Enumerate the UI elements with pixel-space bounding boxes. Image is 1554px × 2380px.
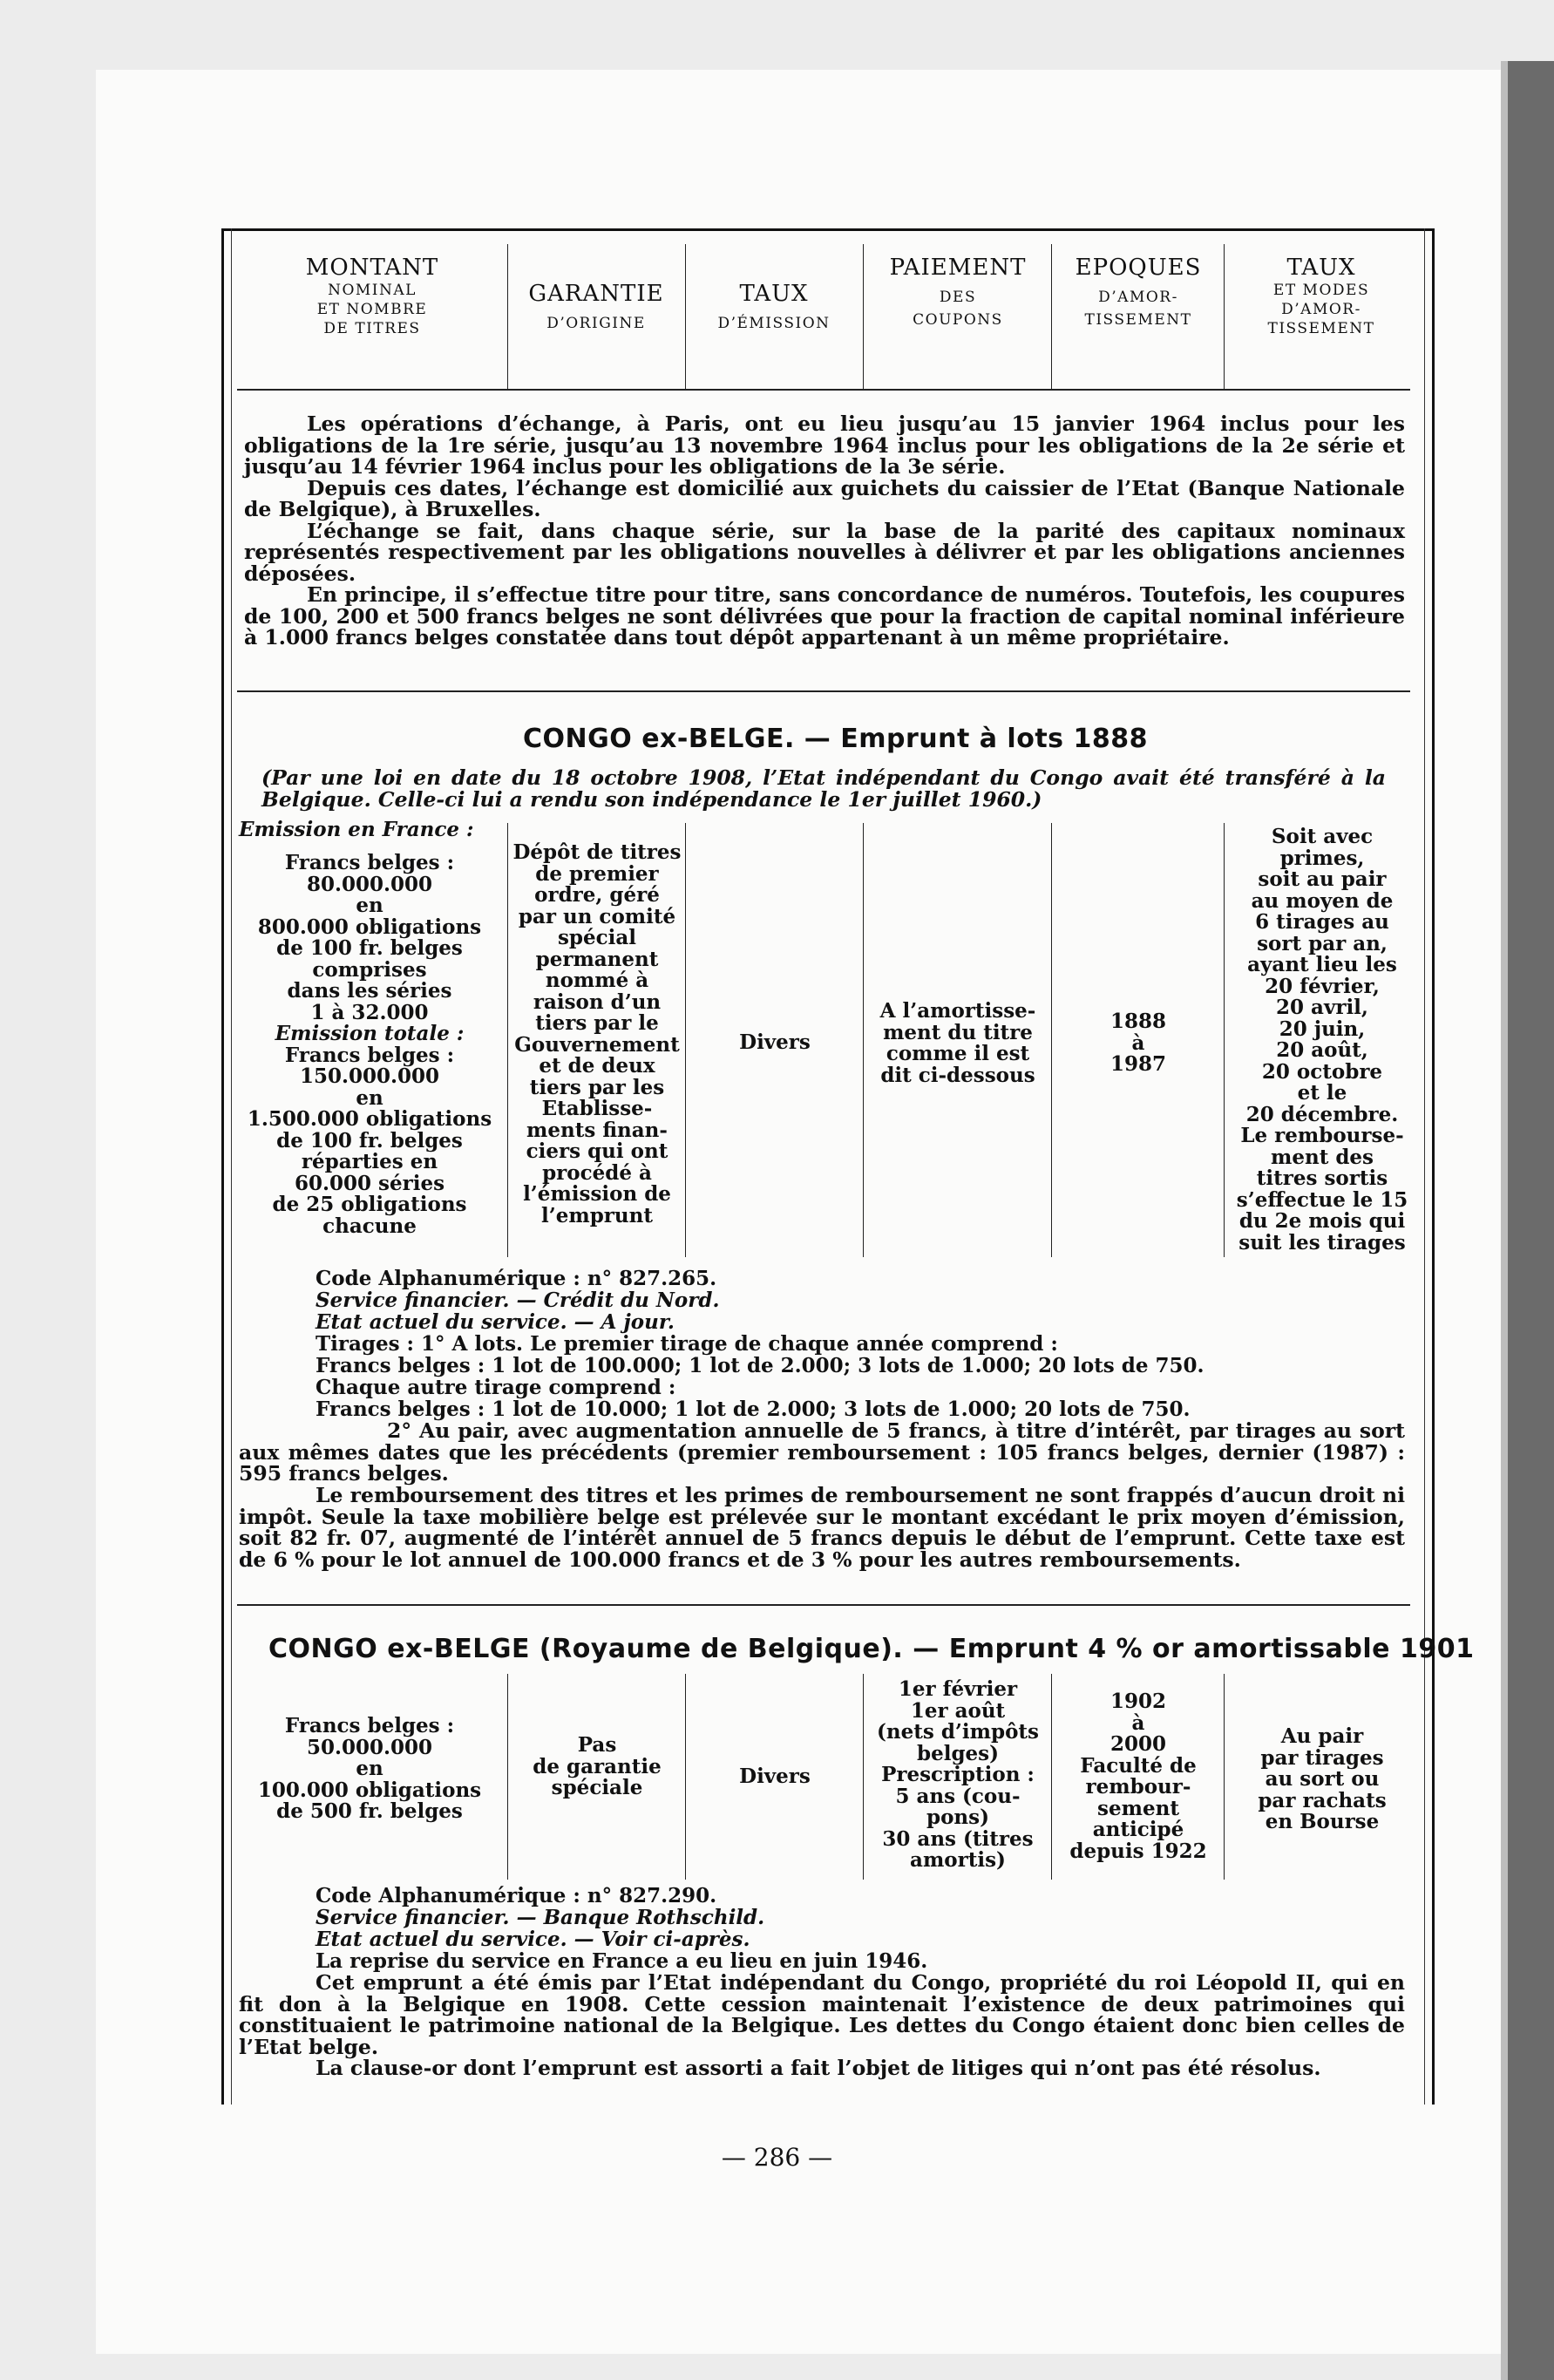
amort-line: sort par an, <box>1257 931 1388 955</box>
montant-cell-1888 <box>239 853 500 1237</box>
garantie-line: ciers qui ont <box>526 1139 668 1163</box>
emission-france-label: Emission en France : <box>239 818 474 841</box>
epoques-line: 1902 <box>1110 1690 1166 1713</box>
tirage-au-pair <box>239 1420 1405 1485</box>
etat-service: Etat actuel du service. — Voir ci-après. <box>316 1928 750 1951</box>
emission-history <box>239 1972 1405 2079</box>
column-divider <box>863 1674 864 1880</box>
montant-line: 100.000 obligations <box>257 1778 482 1802</box>
paiement-line: comme il est <box>886 1042 1030 1065</box>
section-rule <box>237 1604 1410 1606</box>
amort-line: suit les tirages <box>1238 1230 1406 1255</box>
header-divider <box>507 244 508 391</box>
header-paiement-sub2: COUPONS <box>913 311 1003 329</box>
header-taux-sub: D’ÉMISSION <box>717 315 831 332</box>
garantie-line: Etablisse- <box>541 1097 653 1120</box>
taux-cell-1901: Divers <box>739 1765 811 1788</box>
service-financier: Service financier. — Banque Rothschild. <box>316 1906 765 1929</box>
header-garantie-title: GARANTIE <box>528 281 664 307</box>
column-divider <box>1224 1674 1225 1880</box>
section-note: (Par une loi en date du 18 octobre 1908, l’Etat indépendant du Congo avait été transféré à la Belgique. Celle-ci lui a rendu son indépendance le 1er juillet 1960.) <box>261 765 1386 812</box>
intro-paragraph: En principe, il s’effectue titre pour titre, sans concordance de numéros. Toutefois, les coupures de 100, 200 et 500 francs belges ne sont délivrées que pour la fraction de capital nominal inférieure à 1.000 francs belges constatée dans tout dépôt appartenant à un même propriétaire. <box>244 582 1405 649</box>
header-montant-title: MONTANT <box>305 255 439 281</box>
epoques-line: Faculté de <box>1080 1753 1197 1778</box>
column-divider <box>1224 823 1225 1257</box>
amort-line: soit au pair <box>1258 867 1387 891</box>
header-montant-sub1: NOMINAL <box>328 282 417 299</box>
garantie-line: l’emprunt <box>541 1203 653 1227</box>
header-garantie-sub: D’ORIGINE <box>546 315 646 332</box>
amort-line: par tirages <box>1260 1745 1384 1770</box>
header-taux-modes-title: TAUX <box>1286 255 1356 281</box>
montant-line: 60.000 séries <box>294 1171 445 1195</box>
amort-line: s’effectue le 15 <box>1236 1187 1408 1212</box>
amort-line: primes, <box>1279 846 1365 870</box>
amort-line: 20 octobre <box>1261 1059 1383 1084</box>
header-divider <box>685 244 686 391</box>
tirage-paragraph: 2° Au pair, avec augmentation annuelle de 5 francs, à titre d’intérêt, par tirages au sort aux mêmes dates que les précédents (premier remboursement : 105 francs belges, dernier (1987) : 595 francs belges. <box>239 1418 1405 1486</box>
montant-line: Francs belges : <box>284 1714 455 1737</box>
amort-line: ment des <box>1271 1145 1374 1169</box>
header-taux <box>687 281 861 396</box>
paiement-cell-1901 <box>865 1679 1051 1872</box>
header-montant <box>237 255 507 370</box>
montant-line: chacune <box>322 1214 417 1238</box>
epoques-line: depuis 1922 <box>1069 1839 1207 1863</box>
garantie-line: ordre, géré <box>534 883 660 907</box>
amort-line: 20 février, <box>1265 974 1380 998</box>
intro-paragraph: Depuis ces dates, l’échange est domicilié aux guichets du caissier de l’Etat (Banque Nationale de Belgique), à Bruxelles. <box>244 475 1405 521</box>
epoques-line: 2000 <box>1110 1732 1166 1756</box>
montant-line: 1 à 32.000 <box>310 1000 429 1024</box>
epoques-line: 1888 <box>1110 1010 1166 1033</box>
book-spine-shadow <box>1508 61 1554 2380</box>
paiement-line: belges) <box>917 1741 999 1765</box>
page-edge <box>1501 61 1508 2380</box>
amortissement-cell-1888 <box>1225 826 1419 1254</box>
montant-line: Francs belges : <box>284 851 455 874</box>
header-taux-modes <box>1225 255 1417 370</box>
montant-cell-1901 <box>239 1716 500 1823</box>
montant-line: comprises <box>312 957 427 982</box>
garantie-line: tiers par les <box>529 1075 665 1099</box>
page-number: — 286 — <box>721 2143 833 2172</box>
garantie-line: de garantie <box>533 1754 662 1778</box>
amort-line: ayant lieu les <box>1247 953 1397 976</box>
amort-line: au sort ou <box>1265 1767 1380 1791</box>
montant-line: de 100 fr. belges <box>276 936 463 960</box>
header-taux-modes-sub1: ET MODES <box>1272 282 1370 299</box>
garantie-line: ments finan- <box>526 1118 668 1142</box>
montant-line: en <box>356 894 383 917</box>
remboursement-text <box>239 1485 1405 1570</box>
header-divider <box>1051 244 1052 391</box>
amort-line: 20 août, <box>1276 1038 1368 1062</box>
column-divider <box>685 823 686 1257</box>
garantie-line: nommé à <box>545 969 649 992</box>
paiement-line: 1er février <box>898 1677 1018 1701</box>
intro-paragraph: Les opérations d’échange, à Paris, ont eu lieu jusqu’au 15 janvier 1964 inclus pour les obligations de la 1re série, jusqu’au 13 novembre 1964 inclus pour les obligations de la 2e série et jusqu’au 14 février 1964 inclus pour les obligations de la 3e série. <box>244 411 1405 479</box>
header-taux-modes-sub2: D’AMOR- <box>1281 301 1361 318</box>
header-paiement-title: PAIEMENT <box>889 255 1027 281</box>
header-taux-title: TAUX <box>739 281 809 307</box>
montant-line: en <box>356 1757 383 1780</box>
montant-line: 800.000 obligations <box>257 915 482 939</box>
montant-line: 50.000.000 <box>306 1735 433 1759</box>
amort-line: 20 décembre. <box>1245 1102 1399 1126</box>
remboursement-paragraph: Le remboursement des titres et les primes de remboursement ne sont frappés d’aucun droit ni impôt. Seule la taxe mobilière belge est prélevée sur le montant excédant le prix moyen d’émission, soit 82 fr. 07, augmenté de l’intérêt annuel de 5 francs depuis le début de l’emprunt. Cette taxe est de 6 % pour le lot annuel de 100.000 francs et de 3 % pour les autres remboursements. <box>239 1483 1405 1572</box>
header-divider <box>863 244 864 391</box>
clause-or-paragraph: La clause-or dont l’emprunt est assorti a fait l’objet de litiges qui n’ont pas été résolus. <box>316 2056 1321 2080</box>
montant-line: 1.500.000 obligations <box>247 1107 492 1131</box>
amortissement-cell-1901 <box>1225 1726 1419 1833</box>
amort-line: 6 tirages au <box>1255 910 1389 934</box>
header-bottom-rule <box>237 389 1410 391</box>
garantie-line: procédé à <box>542 1160 652 1185</box>
garantie-line: tiers par le <box>535 1011 659 1035</box>
header-divider <box>1224 244 1225 391</box>
epoques-line: à <box>1131 1710 1145 1735</box>
garantie-line: Dépôt de titres <box>512 840 682 864</box>
amort-line: titres sortis <box>1256 1166 1388 1190</box>
header-paiement <box>865 255 1051 370</box>
garantie-line: Pas <box>577 1733 617 1757</box>
epoques-line: anticipé <box>1092 1818 1184 1841</box>
column-divider <box>1051 823 1052 1257</box>
garantie-cell-1901 <box>509 1735 685 1799</box>
paiement-line: dit ci-dessous <box>880 1063 1035 1087</box>
amort-line: au moyen de <box>1251 888 1394 913</box>
montant-line: dans les séries <box>287 979 452 1003</box>
amort-line: 20 avril, <box>1276 996 1368 1019</box>
garantie-line: raison d’un <box>533 989 662 1014</box>
service-financier: Service financier. — Crédit du Nord. <box>316 1289 720 1312</box>
montant-line: Francs belges : <box>284 1043 455 1067</box>
amort-line: 20 juin, <box>1279 1017 1366 1041</box>
column-divider <box>1051 1674 1052 1880</box>
garantie-line: et de deux <box>539 1054 655 1078</box>
garantie-cell-1888 <box>509 842 685 1227</box>
montant-line: de 500 fr. belges <box>276 1799 463 1823</box>
taux-cell-1888: Divers <box>739 1030 811 1054</box>
amort-line: Soit avec <box>1271 825 1374 848</box>
column-divider <box>507 1674 508 1880</box>
intro-paragraph: L’échange se fait, dans chaque série, sur la base de la parité des capitaux nominaux représentés respectivement par les obligations nouvelles à délivrer et par les obligations anciennes déposées. <box>244 518 1405 586</box>
montant-line: de 100 fr. belges <box>276 1128 463 1153</box>
paiement-line: ment du titre <box>883 1020 1033 1044</box>
code-alphanumerique: Code Alphanumérique : n° 827.290. <box>316 1884 717 1907</box>
garantie-line: l’émission de <box>523 1182 671 1206</box>
epoques-line: à <box>1131 1030 1145 1055</box>
header-epoques-title: EPOQUES <box>1075 255 1202 281</box>
header-taux-modes-sub3: TISSEMENT <box>1267 320 1375 337</box>
emission-paragraph: Cet emprunt a été émis par l’Etat indépendant du Congo, propriété du roi Léopold II, qui en fit don à la Belgique en 1908. Cette cession maintenait l’existence de deux patrimoines qui constituaient le patrimoine national de la Belgique. Les dettes du Congo étaient donc bien celles de l’Etat belge. <box>239 1970 1405 2059</box>
etat-service: Etat actuel du service. — A jour. <box>316 1310 675 1334</box>
header-montant-sub3: DE TITRES <box>323 320 421 337</box>
garantie-line: par un comité <box>518 904 676 928</box>
paiement-line: 5 ans (cou- <box>895 1784 1021 1808</box>
paiement-cell-1888 <box>865 1001 1051 1086</box>
paiement-line: Prescription : <box>881 1763 1035 1786</box>
paiement-line: amortis) <box>910 1848 1006 1872</box>
tirages-line: Francs belges : 1 lot de 10.000; 1 lot de 2.000; 3 lots de 1.000; 20 lots de 750. <box>316 1397 1191 1421</box>
tirages-line: Chaque autre tirage comprend : <box>316 1376 676 1399</box>
paiement-line: 30 ans (titres <box>882 1826 1034 1851</box>
amort-line: et le <box>1297 1081 1347 1105</box>
column-divider <box>685 1674 686 1880</box>
section-title-1901: CONGO ex-BELGE (Royaume de Belgique). — Emprunt 4 % or amortissable 1901 <box>268 1634 1475 1664</box>
column-divider <box>863 823 864 1257</box>
epoques-line: rembour- <box>1085 1775 1191 1799</box>
paiement-line: A l’amortisse- <box>879 999 1036 1023</box>
section-title-1888: CONGO ex-BELGE. — Emprunt à lots 1888 <box>523 724 1148 754</box>
montant-line: 150.000.000 <box>299 1064 440 1088</box>
intro-text <box>244 413 1405 649</box>
epoques-line: 1987 <box>1110 1052 1166 1076</box>
paiement-line: 1er août <box>910 1698 1006 1723</box>
garantie-line: spéciale <box>551 1776 643 1799</box>
amort-line: du 2e mois qui <box>1238 1209 1406 1233</box>
header-garantie <box>509 281 683 396</box>
epoques-cell-1901 <box>1053 1691 1224 1862</box>
header-paiement-sub1: DES <box>939 289 977 306</box>
header-montant-sub2: ET NOMBRE <box>316 301 428 318</box>
montant-line: de 25 obligations <box>272 1193 467 1216</box>
header-epoques-sub2: TISSEMENT <box>1084 311 1192 329</box>
header-epoques <box>1053 255 1224 370</box>
paiement-line: pons) <box>926 1805 989 1829</box>
reprise-service: La reprise du service en France a eu lieu en juin 1946. <box>316 1949 928 1973</box>
tirages-line: Francs belges : 1 lot de 100.000; 1 lot de 2.000; 3 lots de 1.000; 20 lots de 750. <box>316 1354 1205 1377</box>
garantie-line: Gouvernement <box>514 1032 680 1057</box>
amort-line: en Bourse <box>1265 1810 1380 1833</box>
garantie-line: permanent <box>535 947 659 971</box>
garantie-line: spécial <box>557 926 637 949</box>
header-epoques-sub1: D’AMOR- <box>1098 289 1178 306</box>
amort-line: Le rembourse- <box>1240 1124 1404 1147</box>
tirages-line: Tirages : 1° A lots. Le premier tirage de chaque année comprend : <box>316 1332 1058 1356</box>
section-rule <box>237 690 1410 692</box>
column-divider <box>507 823 508 1257</box>
epoques-cell-1888 <box>1053 1011 1224 1076</box>
epoques-line: sement <box>1097 1796 1179 1820</box>
montant-line: 80.000.000 <box>306 872 433 896</box>
garantie-line: de premier <box>535 861 659 886</box>
amort-line: par rachats <box>1258 1788 1387 1812</box>
paiement-line: (nets d’impôts <box>877 1720 1039 1744</box>
code-alphanumerique: Code Alphanumérique : n° 827.265. <box>316 1267 717 1290</box>
montant-line: réparties en <box>301 1150 438 1173</box>
montant-line: Emission totale : <box>275 1022 465 1045</box>
amort-line: Au pair <box>1280 1724 1364 1748</box>
montant-line: en <box>356 1085 383 1110</box>
